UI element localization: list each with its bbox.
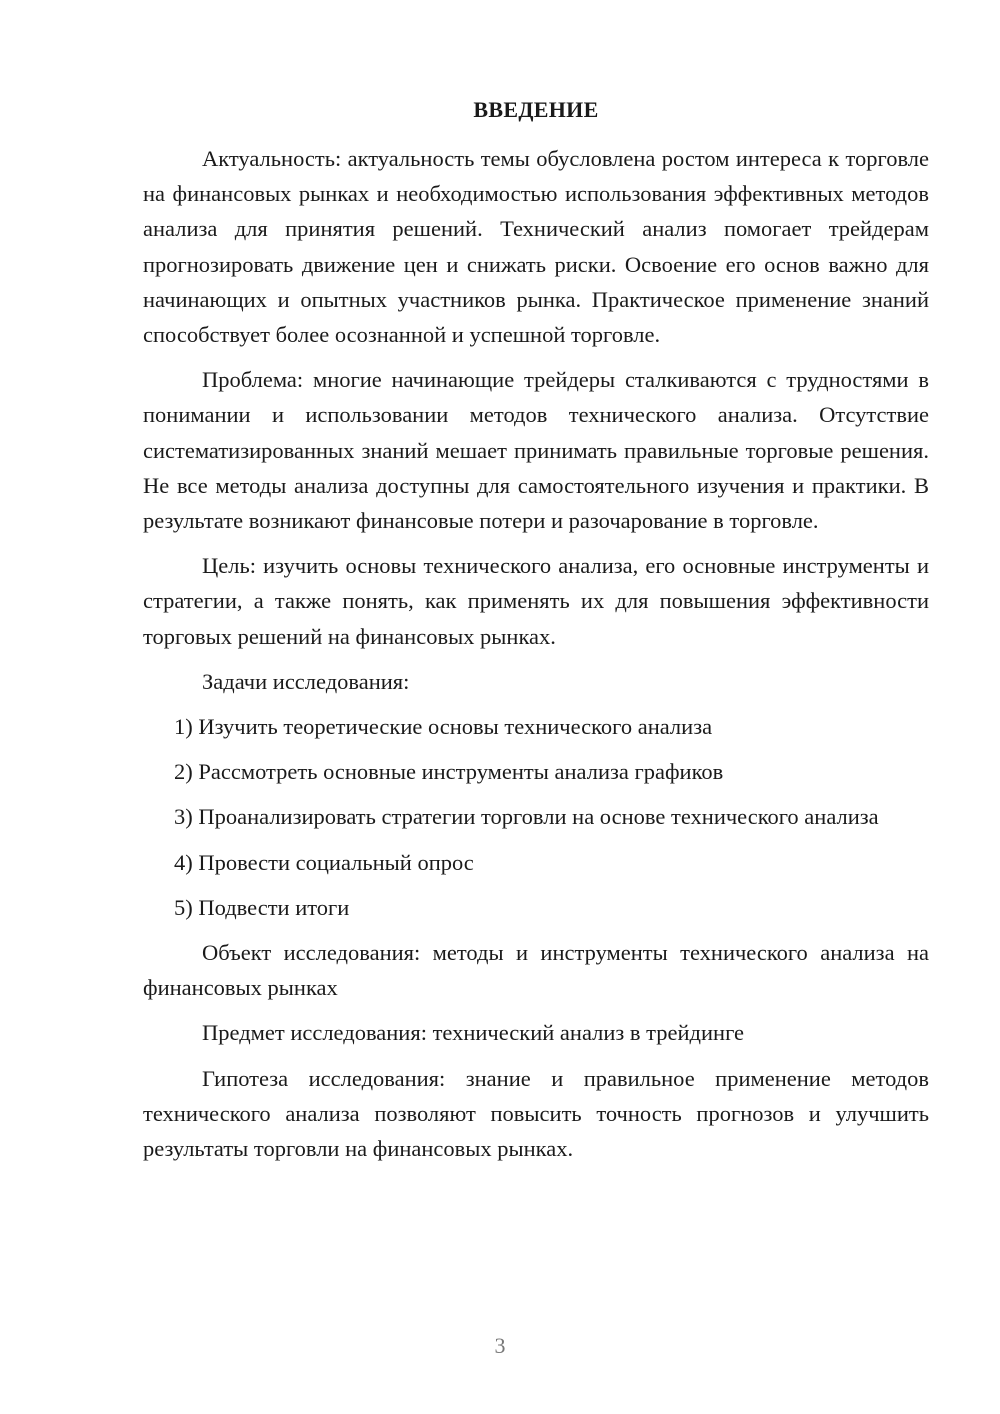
- goal-paragraph: Цель: изучить основы технического анализа, его основные инструменты и стратегии, а также понять, как применять их для повышения эффективности торговых решений на финансовых рынках.: [143, 553, 929, 649]
- object-paragraph: Объект исследования: методы и инструменты технического анализа на финансовых рынках: [143, 940, 929, 1001]
- subject-paragraph: Предмет исследования: технический анализ в трейдинге: [202, 1020, 744, 1046]
- task-item: 3) Проанализировать стратегии торговли на основе технического анализа: [174, 804, 879, 830]
- page-number: 3: [494, 1333, 506, 1358]
- task-item: 2) Рассмотреть основные инструменты анализа графиков: [174, 759, 724, 785]
- hypothesis-paragraph: Гипотеза исследования: знание и правильное применение методов технического анализа позволяют повысить точность прогнозов и улучшить результаты торговли на финансовых рынках.: [143, 1065, 929, 1162]
- section-title: ВВЕДЕНИЕ: [473, 97, 599, 122]
- problem-paragraph: Проблема: многие начинающие трейдеры сталкиваются с трудностями в понимании и использовании методов технического анализа. Отсутствие систематизированных знаний мешает принимать правильные торговые решения. Не все методы анализа доступны для самостоятельного изучения и практики. В результате возникают финансовые потери и разочарование в торговле.: [143, 367, 929, 534]
- tasks-heading: Задачи исследования:: [202, 668, 410, 694]
- task-item: 1) Изучить теоретические основы технического анализа: [174, 714, 713, 740]
- task-item: 4) Провести социальный опрос: [174, 849, 474, 875]
- relevance-paragraph: Актуальность: актуальность темы обусловлена ростом интереса к торговле на финансовых рынках и необходимостью использования эффективных методов анализа для принятия решений. Технический анализ помогает трейдерам прогнозировать движение цен и снижать риски. Освоение его основ важно для начинающих и опытных участников рынка. Практическое применение знаний способствует более осознанной и успешной торговле.: [143, 146, 929, 348]
- document-page: [143, 93, 929, 1176]
- task-item: 5) Подвести итоги: [174, 894, 350, 920]
